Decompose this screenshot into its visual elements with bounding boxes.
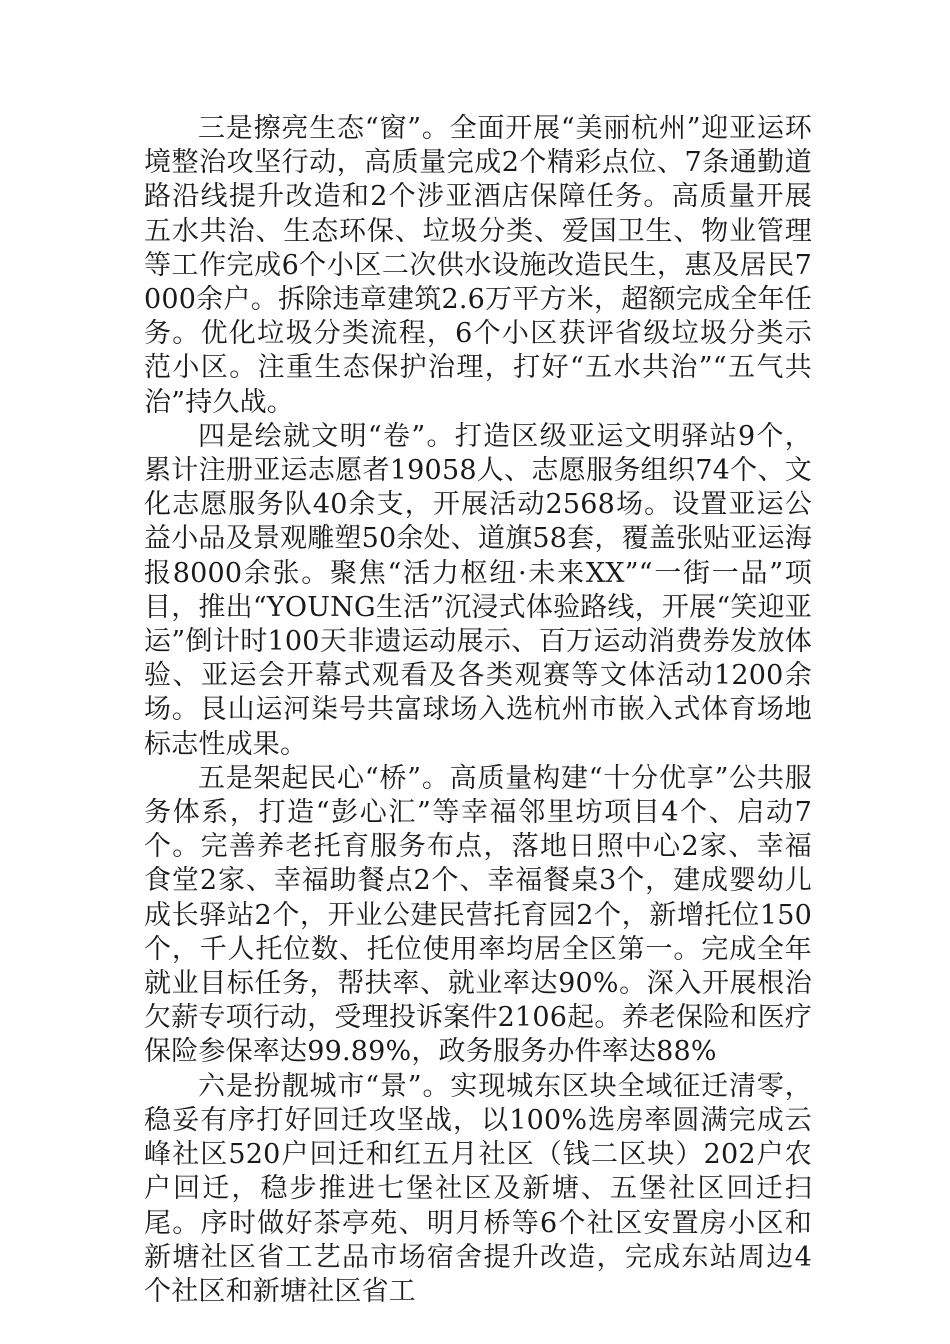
paragraph-city-landscape: 六是扮靓城市“景”。实现城东区块全域征迁清零，稳妥有序打好回迁攻坚战，以100%选房率圆满完成云峰社区520户回迁和红五月社区（钱二区块）202户农户回迁，稳步推进七堡社区及新塘、五堡社区回迁扫尾。序时做好茶亭苑、明月桥等6个社区安置房小区和新塘社区省工艺品市场宿舍提升改造，完成东站周边4个社区和新塘社区省工	[144, 1070, 812, 1307]
paragraph-public-service: 五是架起民心“桥”。高质量构建“十分优享”公共服务体系，打造“彭心汇”等幸福邻里坊项目4个、启动7个。完善养老托育服务布点，落地日照中心2家、幸福食堂2家、幸福助餐点2个、幸福餐桌3个，建成婴幼儿成长驿站2个，开业公建民营托育园2个，新增托位150个，千人托位数、托位使用率均居全区第一。完成全年就业目标任务，帮扶率、就业率达90%。深入开展根治欠薪专项行动，受理投诉案件2106起。养老保险和医疗保险参保率达99.89%，政务服务办件率达88%	[144, 762, 812, 1068]
document-page	[144, 112, 812, 1307]
paragraph-civilization: 四是绘就文明“卷”。打造区级亚运文明驿站9个，累计注册亚运志愿者19058人、志愿服务组织74个、文化志愿服务队40余支，开展活动2568场。设置亚运公益小品及景观雕塑50余处、道旗58套，覆盖张贴亚运海报8000余张。聚焦“活力枢纽·未来XX”“一街一品”项目，推出“YOUNG生活”沉浸式体验路线，开展“笑迎亚运”倒计时100天非遗运动展示、百万运动消费券发放体验、亚运会开幕式观看及各类观赛等文体活动1200余场。艮山运河柒号共富球场入选杭州市嵌入式体育场地标志性成果。	[144, 420, 812, 760]
paragraph-ecology: 三是擦亮生态“窗”。全面开展“美丽杭州”迎亚运环境整治攻坚行动，高质量完成2个精彩点位、7条通勤道路沿线提升改造和2个涉亚酒店保障任务。高质量开展五水共治、生态环保、垃圾分类、爱国卫生、物业管理等工作完成6个小区二次供水设施改造民生，惠及居民7000余户。拆除违章建筑2.6万平方米，超额完成全年任务。优化垃圾分类流程，6个小区获评省级垃圾分类示范小区。注重生态保护治理，打好“五水共治”“五气共治”持久战。	[144, 113, 812, 418]
